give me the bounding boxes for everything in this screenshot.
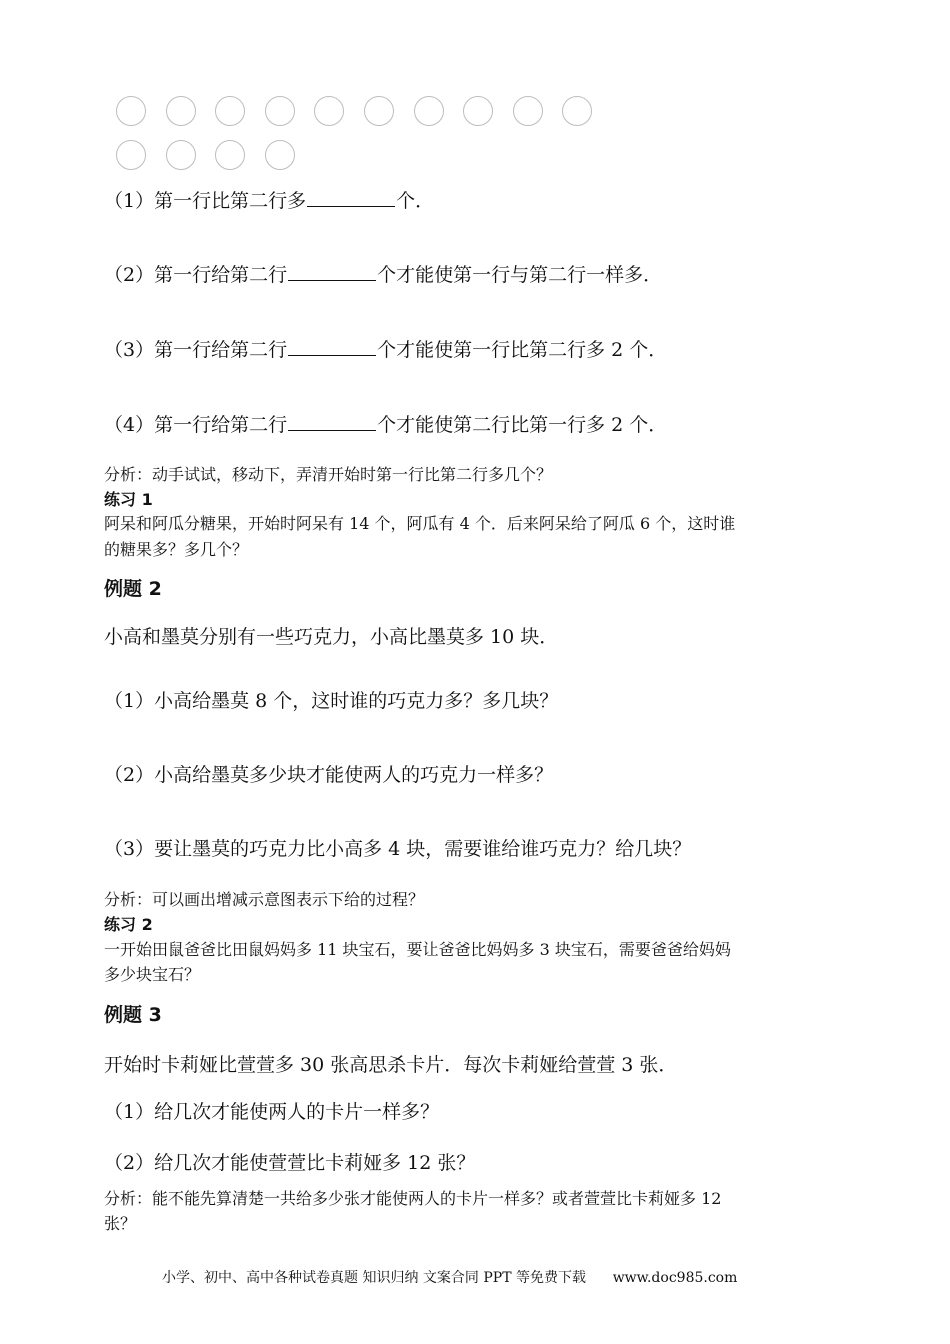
circle (463, 96, 493, 126)
question-text: 个才能使第二行比第一行多 2 个． (377, 414, 668, 436)
circle (166, 140, 196, 170)
circle (265, 140, 295, 170)
answer-blank[interactable] (288, 262, 376, 281)
circle (215, 140, 245, 170)
question-text: （1）第一行比第二行多 (104, 190, 307, 212)
circle (314, 96, 344, 126)
practice-1-text-line-1: 阿呆和阿瓜分糖果，开始时阿呆有 14 个，阿瓜有 4 个．后来阿呆给了阿瓜 6 个，这时谁 (104, 514, 736, 533)
practice-2-text-line-1: 一开始田鼠爸爸比田鼠妈妈多 11 块宝石，要让爸爸比妈妈多 3 块宝石，需要爸爸给妈妈 (104, 940, 731, 959)
example-2-intro: 小高和墨莫分别有一些巧克力，小高比墨莫多 10 块． (104, 626, 559, 648)
answer-blank[interactable] (288, 337, 376, 356)
question-text: 个． (396, 190, 435, 212)
example-2-question-1: （1）小高给墨莫 8 个，这时谁的巧克力多？多几块？ (104, 690, 559, 712)
circle-row-1 (116, 96, 612, 126)
circle (116, 140, 146, 170)
practice-1-title: 练习 1 (104, 490, 153, 509)
analysis-3-line-2: 张？ (104, 1214, 137, 1233)
answer-blank[interactable] (288, 412, 376, 431)
example-3-question-2: （2）给几次才能使萱萱比卡莉娅多 12 张？ (104, 1152, 476, 1174)
analysis-3-line-1: 分析：能不能先算清楚一共给多少张才能使两人的卡片一样多？或者萱萱比卡莉娅多 12 (104, 1189, 722, 1208)
footer-site-link[interactable]: www.doc985.com (612, 1270, 738, 1286)
example-3-question-1: （1）给几次才能使两人的卡片一样多？ (104, 1101, 440, 1123)
question-3 (104, 335, 667, 362)
answer-blank[interactable] (307, 188, 395, 207)
question-4 (104, 410, 667, 437)
circle (215, 96, 245, 126)
analysis-1: 分析：动手试试，移动下，弄清开始时第一行比第二行多几个？ (104, 465, 553, 484)
footer (162, 1267, 737, 1287)
practice-1-text-line-2: 的糖果多？多几个？ (104, 540, 249, 559)
example-2-question-2: （2）小高给墨莫多少块才能使两人的巧克力一样多？ (104, 764, 554, 786)
example-3-title: 例题 3 (104, 1004, 162, 1026)
circle (166, 96, 196, 126)
example-3-intro: 开始时卡莉娅比萱萱多 30 张高思杀卡片．每次卡莉娅给萱萱 3 张． (104, 1054, 678, 1076)
example-2-title: 例题 2 (104, 578, 162, 600)
question-2 (104, 260, 662, 287)
circle-row-2 (116, 140, 314, 170)
footer-text: 小学、初中、高中各种试卷真题 知识归纳 文案合同 PPT 等免费下载 (162, 1270, 586, 1286)
circle (116, 96, 146, 126)
question-1 (104, 186, 434, 213)
practice-2-text-line-2: 多少块宝石？ (104, 965, 201, 984)
question-text: （2）第一行给第二行 (104, 264, 288, 286)
circle (562, 96, 592, 126)
example-2-question-3: （3）要让墨莫的巧克力比小高多 4 块，需要谁给谁巧克力？给几块？ (104, 838, 692, 860)
circle (513, 96, 543, 126)
circle (265, 96, 295, 126)
question-text: （3）第一行给第二行 (104, 339, 288, 361)
question-text: 个才能使第一行与第二行一样多． (377, 264, 663, 286)
circle (414, 96, 444, 126)
question-text: 个才能使第一行比第二行多 2 个． (377, 339, 668, 361)
practice-2-title: 练习 2 (104, 915, 153, 934)
circle (364, 96, 394, 126)
question-text: （4）第一行给第二行 (104, 414, 288, 436)
analysis-2: 分析：可以画出增减示意图表示下给的过程？ (104, 890, 425, 909)
